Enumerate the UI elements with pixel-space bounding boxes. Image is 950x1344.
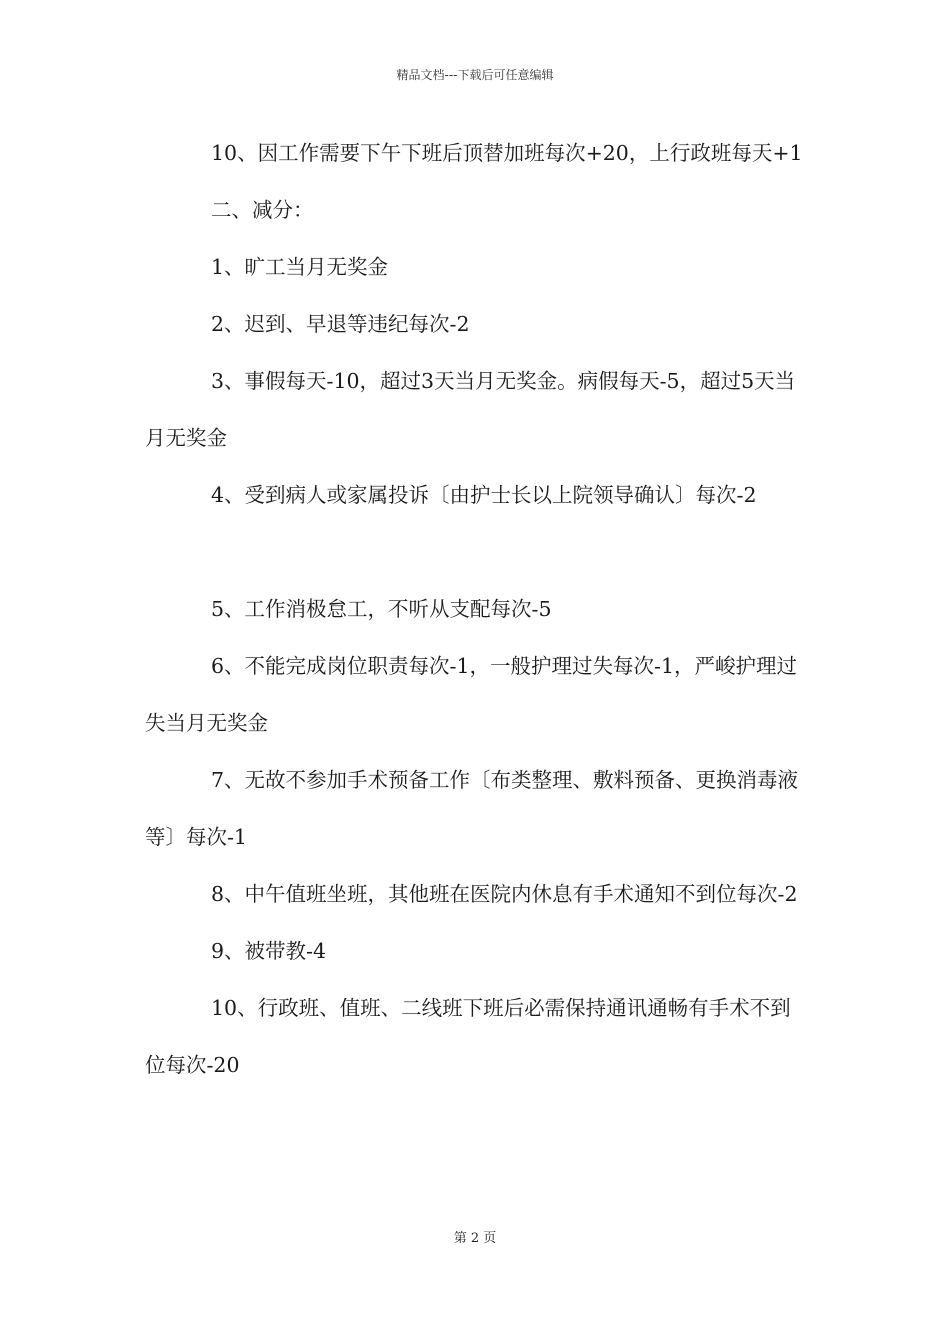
blank-line bbox=[145, 524, 810, 581]
section-heading-deductions: 二、减分： bbox=[211, 198, 314, 222]
page-number: 第 2 页 bbox=[453, 1231, 497, 1246]
paragraph-item-7: 7、无故不参加手术预备工作〔布类整理、敷料预备、更换消毒液等〕每次-1 bbox=[145, 768, 799, 849]
paragraph-item-6: 6、不能完成岗位职责每次-1，一般护理过失每次-1，严峻护理过失当月无奖金 bbox=[145, 654, 797, 735]
paragraph-item-10-overtime: 10、因工作需要下午下班后顶替加班每次+20，上行政班每天+1 bbox=[211, 141, 803, 165]
paragraph-item-3: 3、事假每天-10，超过3天当月无奖金。病假每天-5，超过5天当月无奖金 bbox=[145, 369, 796, 450]
paragraph-item-2: 2、迟到、早退等违纪每次-2 bbox=[211, 312, 470, 336]
document-body bbox=[145, 125, 810, 1094]
paragraph-item-9: 9、被带教-4 bbox=[211, 939, 327, 963]
paragraph-item-1: 1、旷工当月无奖金 bbox=[211, 255, 389, 279]
paragraph-item-5: 5、工作消极怠工，不听从支配每次-5 bbox=[211, 597, 552, 621]
paragraph-item-8: 8、中午值班坐班，其他班在医院内休息有手术通知不到位每次-2 bbox=[211, 882, 798, 906]
paragraph-item-4: 4、受到病人或家属投诉〔由护士长以上院领导确认〕每次-2 bbox=[211, 483, 757, 507]
paragraph-item-10-oncall: 10、行政班、值班、二线班下班后必需保持通讯通畅有手术不到位每次-20 bbox=[145, 996, 791, 1077]
page-header: 精品文档---下载后可任意编辑 bbox=[396, 68, 554, 82]
